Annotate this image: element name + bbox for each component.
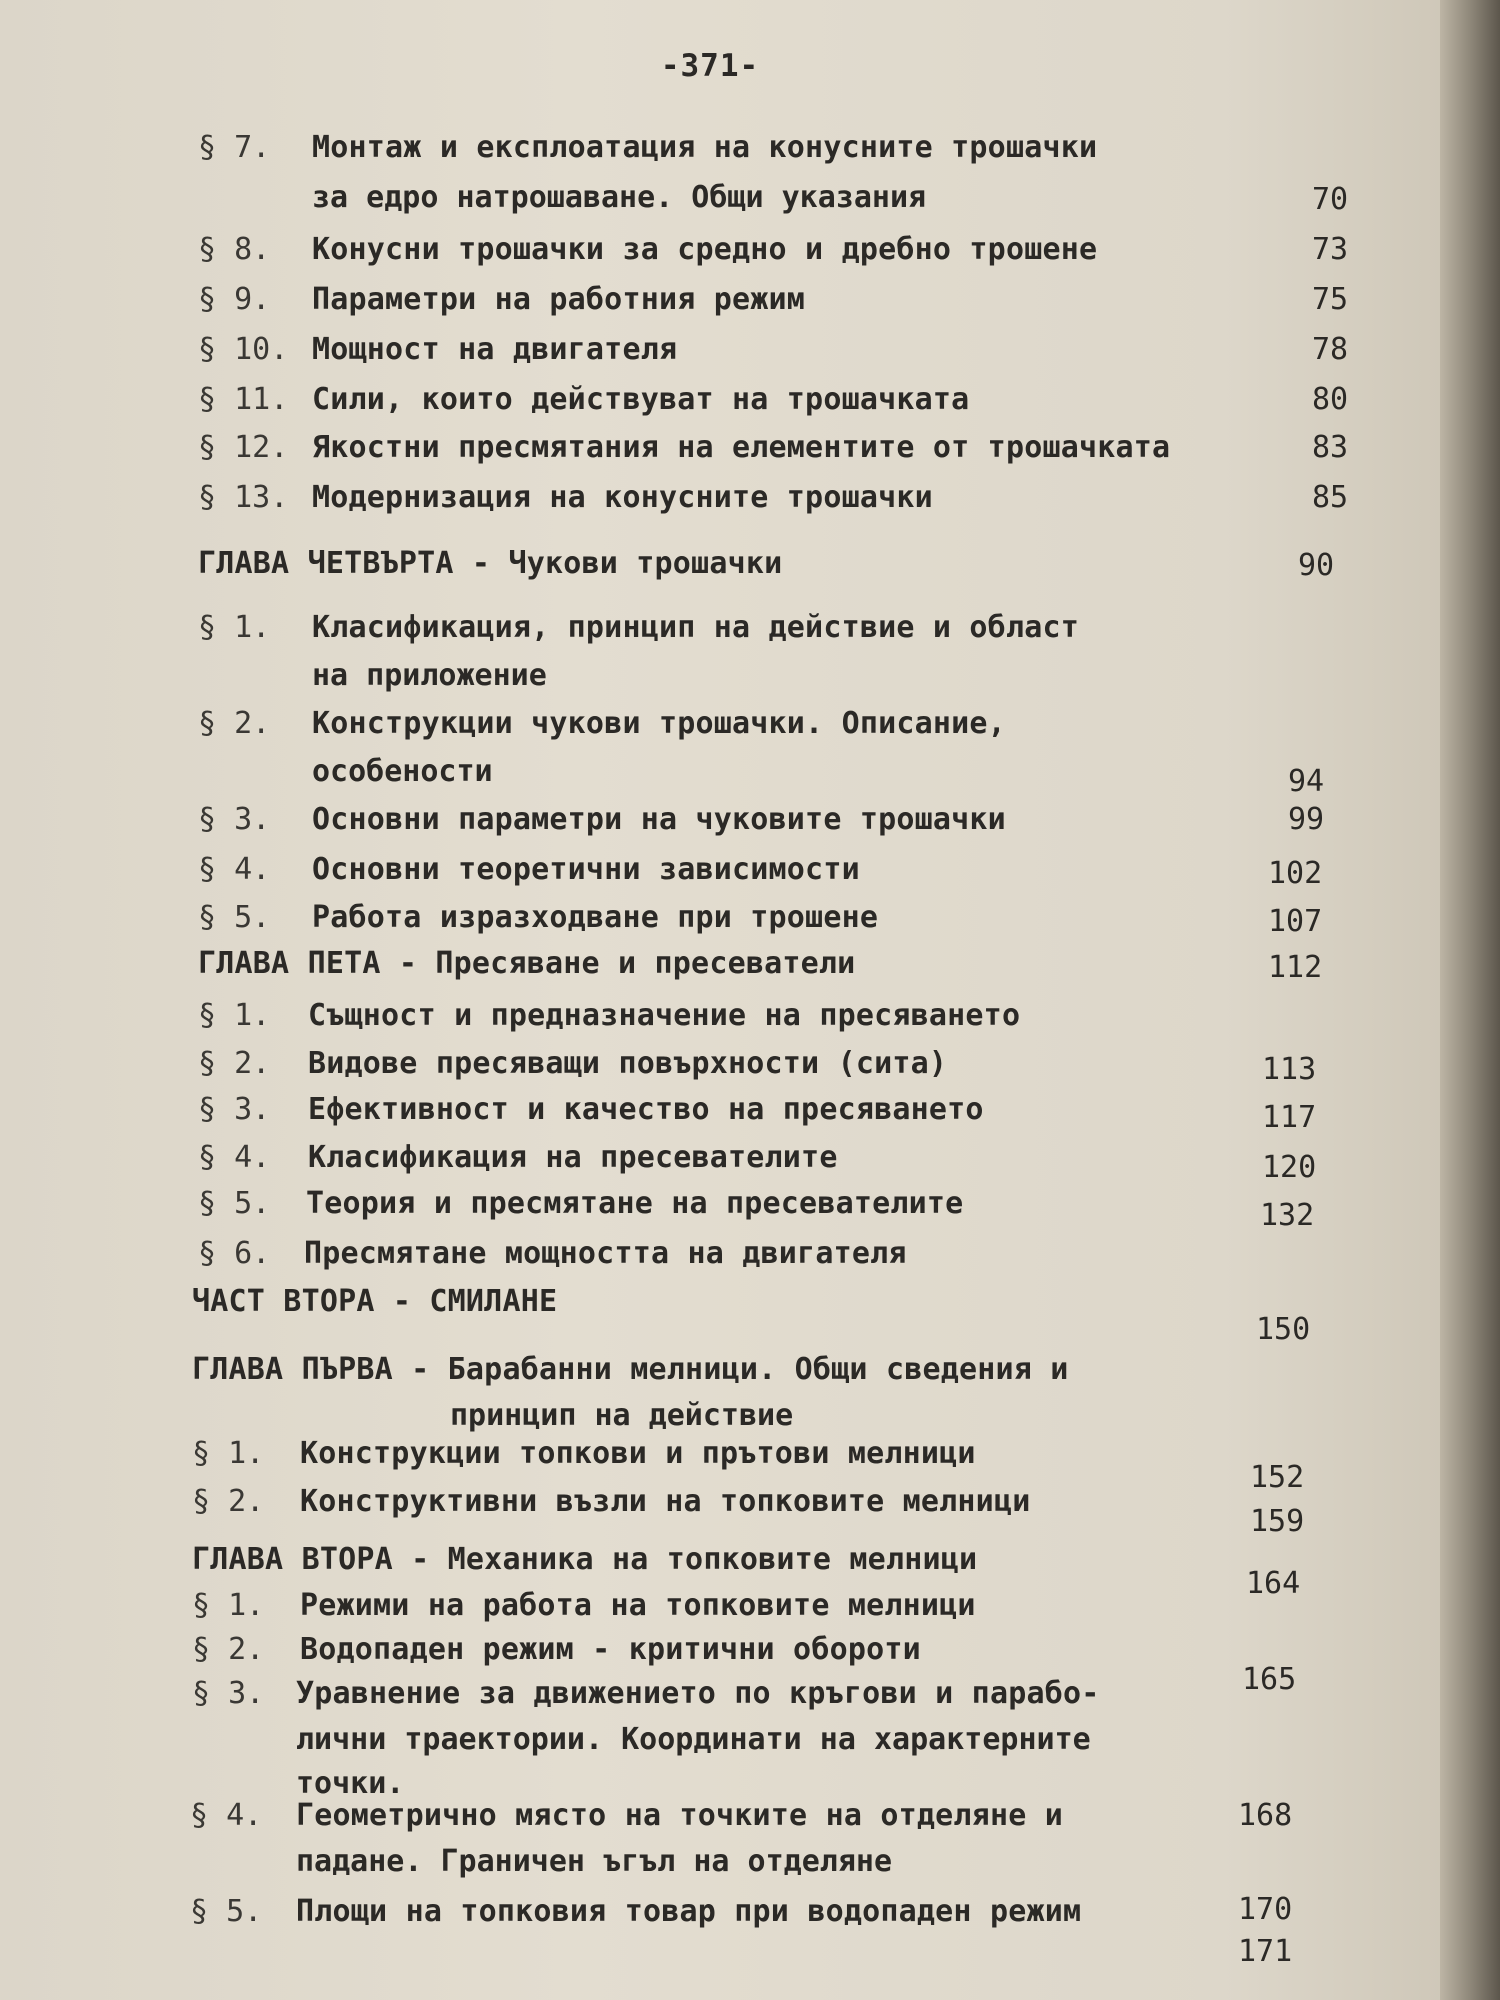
- chapter-title: ГЛАВА ПЕТА - Пресяване и пресеватели: [198, 946, 856, 981]
- entry-title-continued: лични траектории. Координати на характерните: [296, 1722, 1091, 1757]
- entry-title: Режими на работа на топковите мелници: [300, 1588, 976, 1623]
- entry-title: Монтаж и експлоатация на конусните трошачки: [312, 130, 1098, 165]
- section-number: § 3.: [192, 1676, 265, 1711]
- section-number: § 2.: [192, 1484, 265, 1519]
- entry-title: Геометрично място на точките на отделяне и: [296, 1798, 1063, 1833]
- book-gutter-shadow: [1440, 0, 1500, 2000]
- entry-title: Конусни трошачки за средно и дребно трошене: [312, 232, 1098, 267]
- entry-title: Същност и предназначение на пресяването: [308, 998, 1021, 1033]
- page-number: -371-: [660, 48, 760, 84]
- section-number: § 4.: [198, 1140, 271, 1175]
- chapter-title: ГЛАВА ПЪРВА - Барабанни мелници. Общи сведения и: [192, 1352, 1069, 1387]
- section-number: § 5.: [198, 900, 271, 935]
- chapter-title: ГЛАВА ВТОРА - Механика на топковите мелници: [192, 1542, 978, 1577]
- entry-page: 107: [1268, 904, 1323, 939]
- entry-page: 113: [1262, 1052, 1317, 1087]
- entry-title: Модернизация на конусните трошачки: [312, 480, 933, 515]
- entry-page: 150: [1256, 1312, 1311, 1347]
- entry-title: Работа изразходване при трошене: [312, 900, 879, 935]
- entry-title: Водопаден режим - критични обороти: [300, 1632, 921, 1667]
- entry-title: Основни параметри на чуковите трошачки: [312, 802, 1006, 837]
- entry-page: 152: [1250, 1460, 1305, 1495]
- entry-title: Якостни пресмятания на елементите от трошачката: [312, 430, 1171, 465]
- entry-title-continued: за едро натрошаване. Общи указания: [312, 180, 927, 215]
- section-number: § 12.: [198, 430, 289, 465]
- section-number: § 5.: [198, 1186, 271, 1221]
- entry-title: Площи на топковия товар при водопаден режим: [296, 1894, 1082, 1929]
- entry-page: 120: [1262, 1150, 1317, 1185]
- entry-page: 102: [1268, 856, 1323, 891]
- section-number: § 1.: [198, 610, 271, 645]
- entry-page: 80: [1312, 382, 1349, 417]
- section-number: § 4.: [198, 852, 271, 887]
- entry-page: 83: [1312, 430, 1349, 465]
- entry-title: Пресмятане мощността на двигателя: [304, 1236, 907, 1271]
- section-number: § 8.: [198, 232, 271, 267]
- entry-page: 73: [1312, 232, 1349, 267]
- entry-title: Класификация на пресевателите: [308, 1140, 838, 1175]
- section-number: § 5.: [190, 1894, 263, 1929]
- section-number: § 2.: [192, 1632, 265, 1667]
- entry-title: Теория и пресмятане на пресевателите: [306, 1186, 964, 1221]
- section-number: § 4.: [190, 1798, 263, 1833]
- entry-title: Видове пресяващи повърхности (сита): [308, 1046, 948, 1081]
- section-number: § 3.: [198, 802, 271, 837]
- entry-page: 112: [1268, 950, 1323, 985]
- entry-page: 78: [1312, 332, 1349, 367]
- entry-page: 94: [1288, 764, 1325, 799]
- entry-page: 171: [1238, 1934, 1293, 1969]
- entry-title: Конструкции чукови трошачки. Описание,: [312, 706, 1006, 741]
- section-number: § 1.: [192, 1588, 265, 1623]
- entry-title: Параметри на работния режим: [312, 282, 806, 317]
- entry-page: 90: [1298, 548, 1335, 583]
- entry-page: 168: [1238, 1798, 1293, 1833]
- entry-title-continued: точки.: [296, 1766, 405, 1801]
- entry-page: 170: [1238, 1892, 1293, 1927]
- chapter-title: ГЛАВА ЧЕТВЪРТА - Чукови трошачки: [198, 546, 783, 581]
- entry-page: 85: [1312, 480, 1349, 515]
- entry-title: Сили, които действуват на трошачката: [312, 382, 970, 417]
- part-title: ЧАСТ ВТОРА - СМИЛАНЕ: [192, 1284, 558, 1319]
- entry-page: 159: [1250, 1504, 1305, 1539]
- entry-title: Класификация, принцип на действие и област: [312, 610, 1079, 645]
- entry-page: 75: [1312, 282, 1349, 317]
- entry-title: Уравнение за движението по кръгови и парабо-: [296, 1676, 1100, 1711]
- entry-page: 165: [1242, 1662, 1297, 1697]
- section-number: § 1.: [198, 998, 271, 1033]
- chapter-title-continued: принцип на действие: [450, 1398, 794, 1433]
- entry-page: 164: [1246, 1566, 1301, 1601]
- section-number: § 2.: [198, 1046, 271, 1081]
- entry-title-continued: на приложение: [312, 658, 547, 693]
- section-number: § 10.: [198, 332, 289, 367]
- entry-title: Основни теоретични зависимости: [312, 852, 860, 887]
- entry-page: 99: [1288, 802, 1325, 837]
- entry-title-continued: падане. Граничен ъгъл на отделяне: [296, 1844, 893, 1879]
- section-number: § 6.: [198, 1236, 271, 1271]
- section-number: § 11.: [198, 382, 289, 417]
- entry-title: Мощност на двигателя: [312, 332, 678, 367]
- entry-page: 70: [1312, 182, 1349, 217]
- section-number: § 3.: [198, 1092, 271, 1127]
- section-number: § 9.: [198, 282, 271, 317]
- entry-title: Конструктивни възли на топковите мелници: [300, 1484, 1031, 1519]
- section-number: § 13.: [198, 480, 289, 515]
- entry-title: Конструкции топкови и прътови мелници: [300, 1436, 976, 1471]
- entry-title-continued: особености: [312, 754, 493, 789]
- section-number: § 1.: [192, 1436, 265, 1471]
- entry-page: 132: [1260, 1198, 1315, 1233]
- entry-title: Ефективност и качество на пресяването: [308, 1092, 984, 1127]
- entry-page: 117: [1262, 1100, 1317, 1135]
- section-number: § 7.: [198, 130, 271, 165]
- section-number: § 2.: [198, 706, 271, 741]
